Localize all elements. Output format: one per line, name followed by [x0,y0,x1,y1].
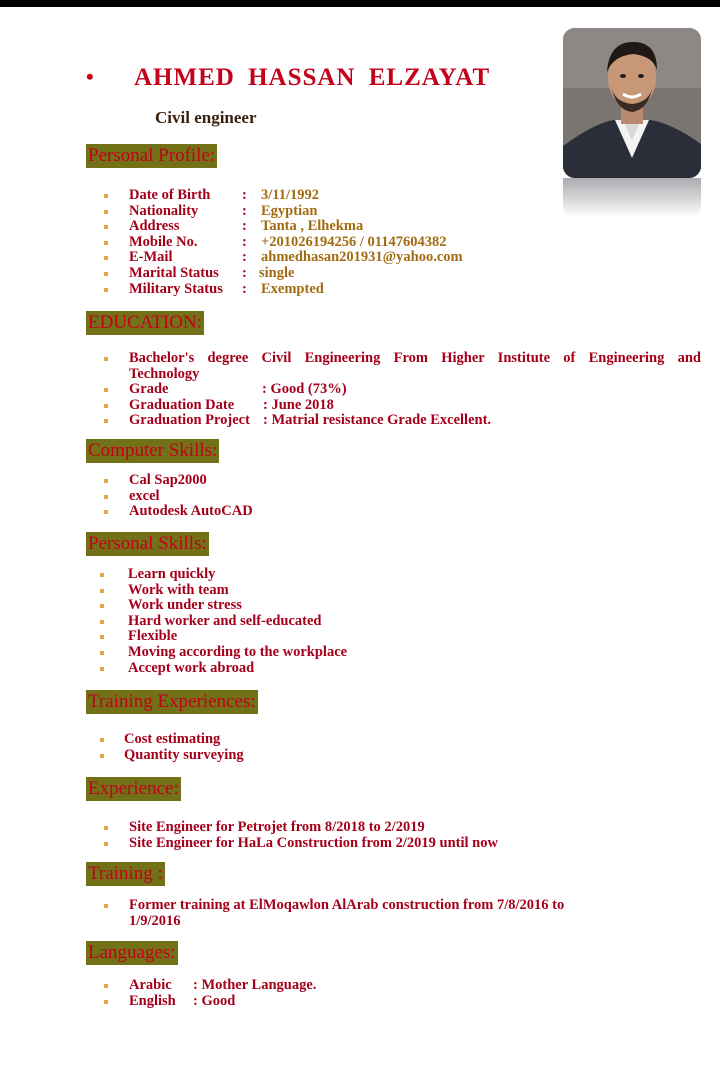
education-heading: EDUCATION: [88,312,202,333]
bullet-icon [104,225,108,229]
bullet-icon [104,210,108,214]
bullet-icon [104,272,108,276]
bullet-icon [104,256,108,260]
training-experiences-heading: Training Experiences: [88,691,256,712]
bullet-icon [104,495,108,499]
bullet-icon [100,651,104,655]
bullet-icon [100,635,104,639]
portrait-photo [563,28,701,218]
name-bullet: • [86,64,94,89]
top-bar [0,0,720,7]
bullet-icon [104,479,108,483]
bullet-icon [104,842,108,846]
bullet-icon [100,573,104,577]
bullet-icon [104,984,108,988]
bullet-icon [100,738,104,742]
photo-frame [563,28,701,178]
job-title: Civil engineer [155,108,257,127]
training-heading: Training : [88,863,163,884]
photo-reflection [563,178,701,218]
bullet-icon [100,589,104,593]
bullet-icon [104,388,108,392]
personal-profile-heading: Personal Profile: [88,145,216,166]
experience-heading: Experience: [88,778,179,799]
bullet-icon [104,1000,108,1004]
bullet-icon [104,288,108,292]
bullet-icon [100,754,104,758]
bullet-icon [104,404,108,408]
bullet-icon [104,826,108,830]
languages-heading: Languages: [88,942,176,963]
personal-skills-heading: Personal Skills: [88,533,207,554]
bullet-icon [104,357,108,361]
bullet-icon [104,241,108,245]
bullet-icon [104,510,108,514]
bullet-icon [104,194,108,198]
bullet-icon [104,904,108,908]
bullet-icon [104,419,108,423]
portrait-photo-icon [563,28,701,178]
bullet-icon [100,604,104,608]
bullet-icon [100,620,104,624]
computer-skills-heading: Computer Skills: [88,440,218,461]
bullet-icon [100,667,104,671]
candidate-name: AHMED HASSAN ELZAYAT [134,64,491,91]
